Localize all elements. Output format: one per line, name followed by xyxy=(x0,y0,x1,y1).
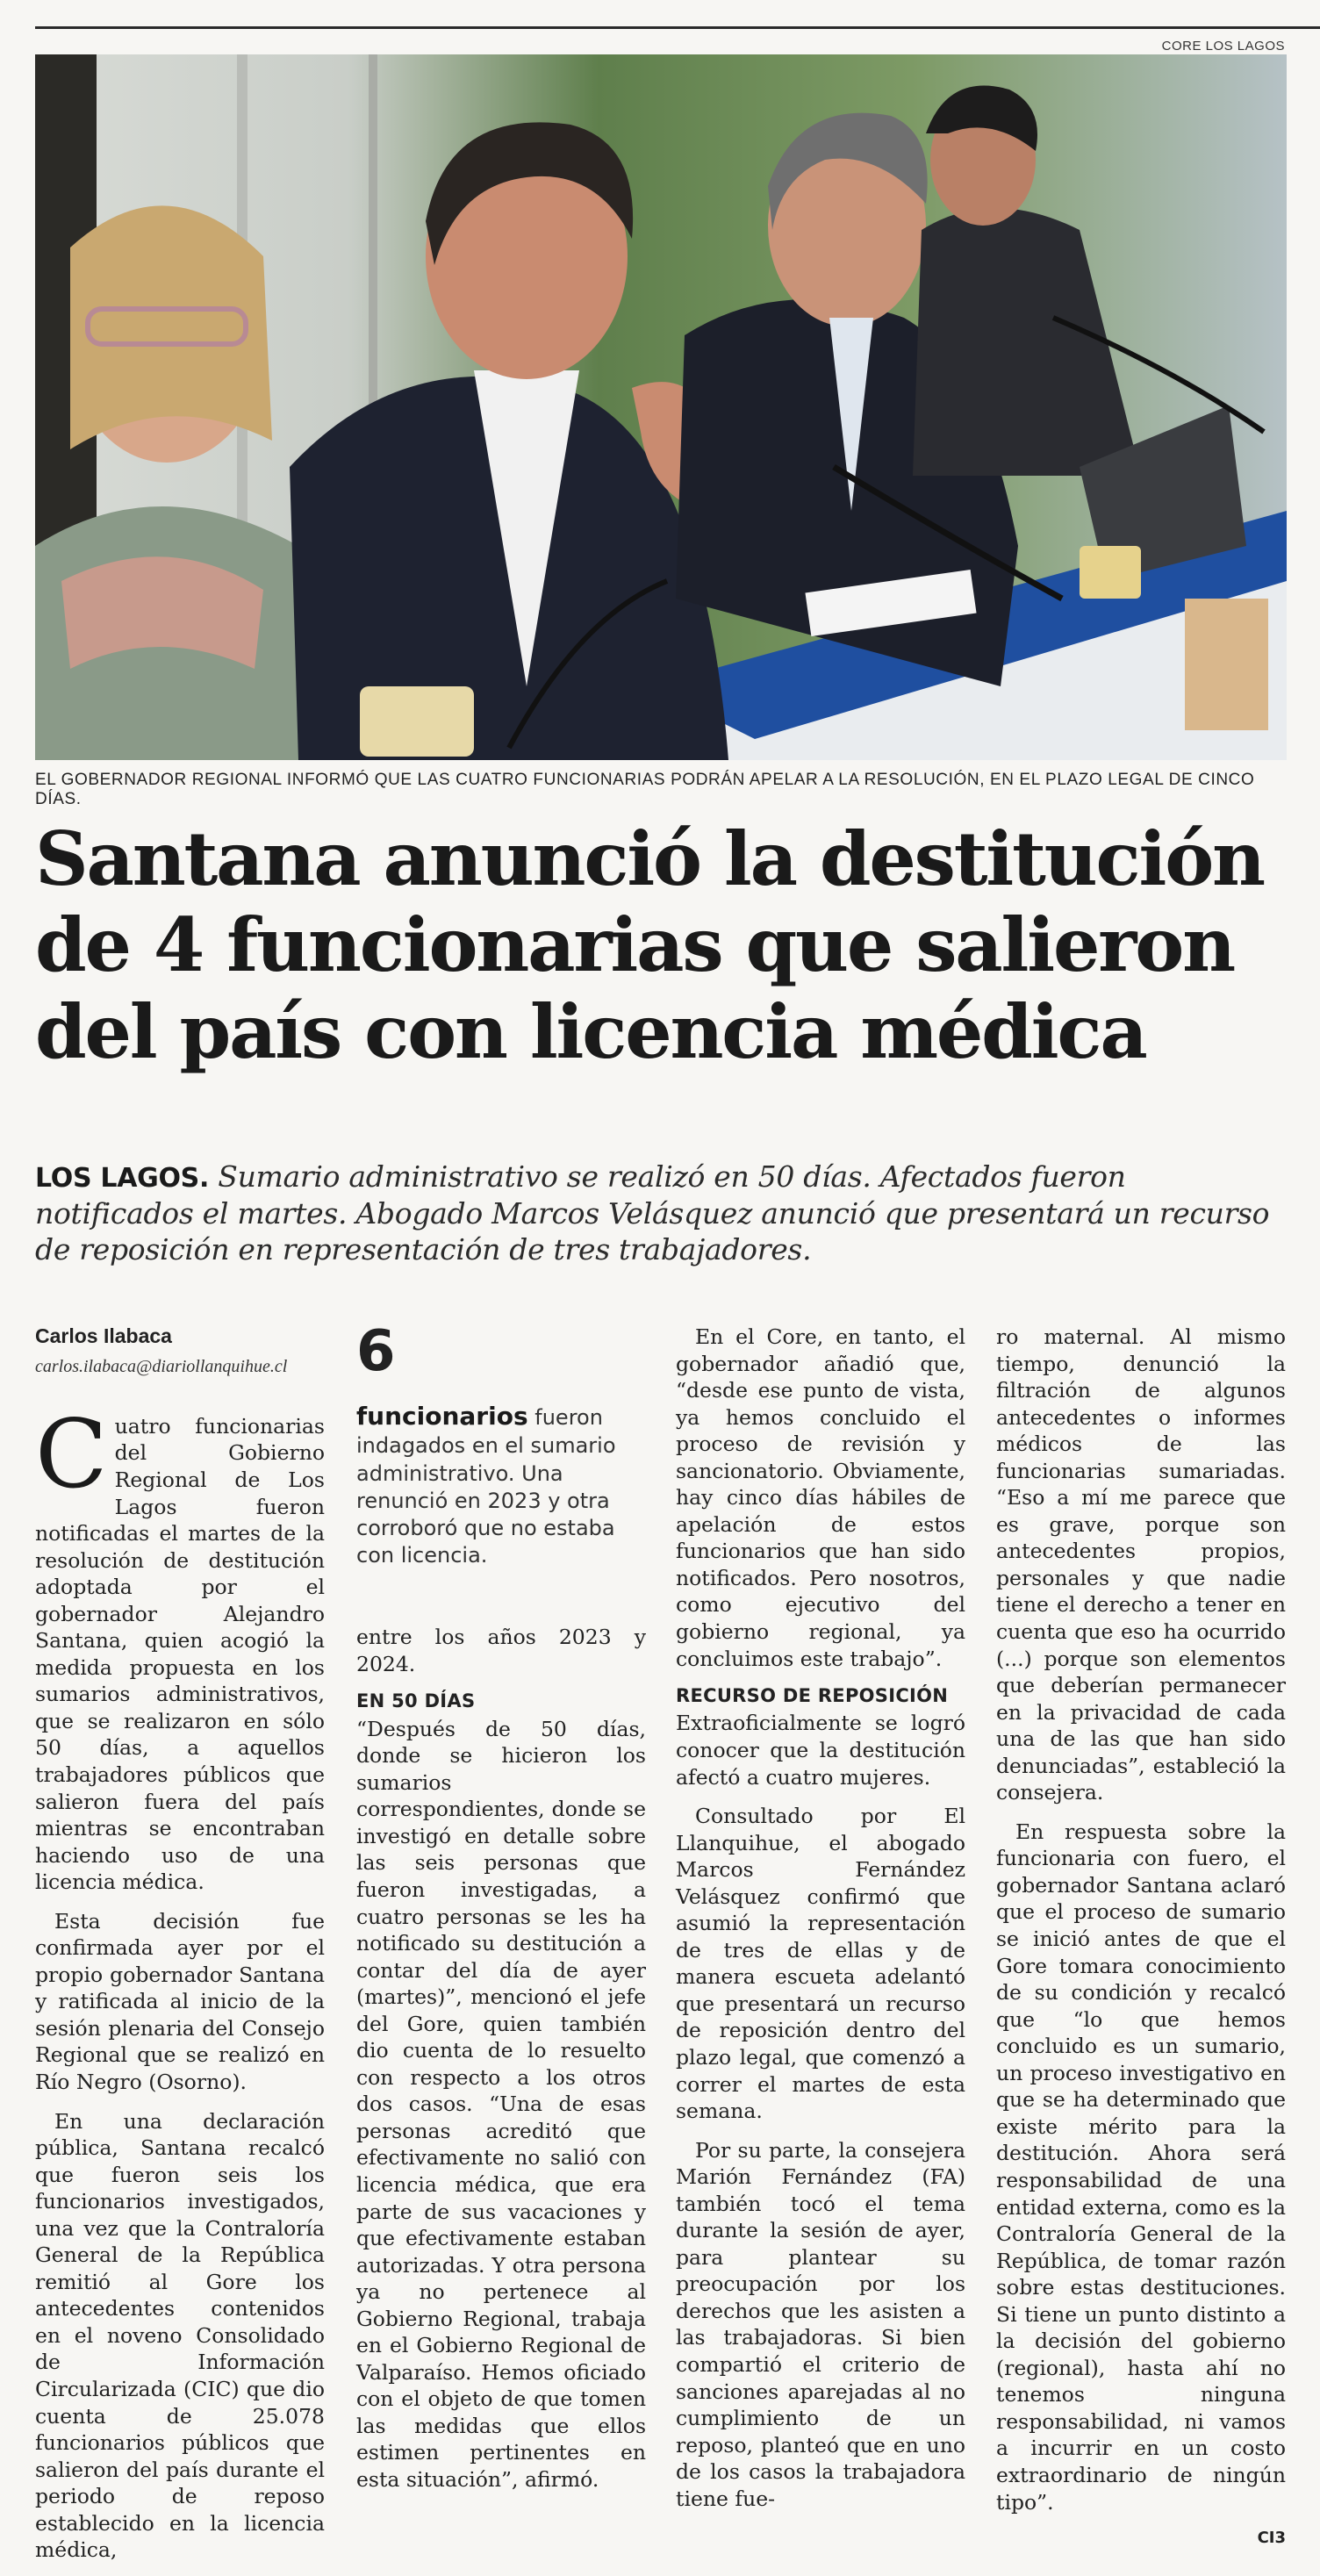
location-tag: LOS LAGOS. xyxy=(35,1163,210,1194)
stat-bold: funcionarios xyxy=(356,1402,528,1431)
news-photo xyxy=(35,54,1287,760)
headline-line-1: Santana anunció la destitución xyxy=(35,815,1264,902)
paragraph: ro maternal. Al mismo tiempo, denunció la filtración de algunos antecedentes o informes médicos de las funcionarias sumariadas. “Eso a mí me parece que es grave, porque son antecedentes propios, personales y que nadie tiene el derecho a tener en cuenta que eso ha ocurrido (...) porque son elementos que deberían permanecer en la privacidad de cada una de las que han sido denunciadas”, estableció la consejera. xyxy=(996,1324,1286,1805)
headline-line-3: del país con licencia médica xyxy=(35,987,1146,1075)
byline-email: carlos.ilabaca@diariollanquihue.cl xyxy=(35,1356,288,1376)
adjacent-page-edge xyxy=(0,0,16,2422)
photo-caption: EL GOBERNADOR REGIONAL INFORMÓ QUE LAS CUATRO FUNCIONARIAS PODRÁN APELAR A LA RESOLUCIÓN, EN EL PLAZO LEGAL DE CINCO DÍAS. xyxy=(35,771,1255,808)
paragraph: Consultado por El Llanquihue, el abogado Marcos Fernández Velásquez confirmó que asumió la representación de tres de ellas y de manera escueta adelantó que presentará un recurso de reposición dentro del plazo legal, que comenzó a correr el martes de esta semana. xyxy=(676,1804,965,2124)
stat-text: funcionarios fueron indagados en el sumario administrativo. Una renunció en 2023 y otra corroboró que no estaba con licencia. xyxy=(356,1402,616,1568)
paragraph: Extraoficialmente se logró conocer que la destitución afectó a cuatro mujeres. xyxy=(676,1711,965,1790)
drop-cap: C xyxy=(35,1399,108,1510)
subhead-en-50-dias: EN 50 DÍAS xyxy=(356,1690,476,1712)
paragraph: En el Core, en tanto, el gobernador añadió que, “desde ese punto de vista, ya hemos concluido el proceso de revisión y sancionatorio. Obviamente, hay cinco días hábiles de apelación de estos funcionarios que han sido notificados. Pero nosotros, como ejecutivo del gobierno regional, ya concluimos este trabajo”. xyxy=(676,1324,965,1671)
column-3 xyxy=(676,1324,965,2524)
byline-author: Carlos Ilabaca xyxy=(35,1324,172,1347)
headline-line-2: de 4 funcionarias que salieron xyxy=(35,901,1234,989)
column-4 xyxy=(996,1324,1286,2548)
deck-text: Sumario administrativo se realizó en 50 días. Afectados fueron notificados el martes. Abogado Marcos Velásquez anunció que presentará un recurso de reposición en representación de tres trabajadores. xyxy=(35,1159,1270,1266)
end-mark-icon: CI3 xyxy=(1257,2529,1286,2548)
column-2 xyxy=(356,1319,646,2506)
paragraph: En respuesta sobre la funcionaria con fuero, el gobernador Santana aclaró que el proceso de sumario se inició antes de que el Gore tomara conocimiento de su condición y recalcó que “lo que hemos concluido es un sumario, un proceso investigativo en que se ha determinado que existe mérito para la destitución. Ahora será responsabilidad de una entidad externa, como es la Contraloría General de la República, de tomar razón sobre estas destituciones. Si tiene un punto distinto a la decisión del gobierno (regional), hasta ahí no tenemos ninguna responsabilidad, ni vamos a incurrir en un costo extraordinario de ningún tipo”. xyxy=(996,1819,1286,2515)
deck-summary xyxy=(35,1159,1290,1267)
paragraph: entre los años 2023 y 2024. xyxy=(356,1625,646,1676)
paragraph: Esta decisión fue confirmada ayer por el propio gobernador Santana y ratificada al inicio de la sesión plenaria del Consejo Regional que se realizó en Río Negro (Osorno). xyxy=(35,1908,325,2095)
page-top-rule xyxy=(35,0,1320,29)
column-1 xyxy=(35,1324,325,2576)
paragraph: Por su parte, la consejera Marión Fernández (FA) también tocó el tema durante la sesión de ayer, para plantear su preocupación por los derechos que les asisten a las trabajadoras. Si bien compartió el criterio de sanciones aparejadas al no cumplimiento de un reposo, planteó que en uno de los casos la trabajadora tiene fue- xyxy=(676,2137,965,2511)
paragraph: En una declaración pública, Santana recalcó que fueron seis los funcionarios investigados, una vez que la Contraloría General de la República remitió al Gore los antecedentes contenidos en el noveno Consolidado de Información Circularizada (CIC) que dio cuenta de 25.078 funcionarios públicos que salieron del país durante el periodo de reposo establecido en la licencia médica, xyxy=(35,2108,325,2563)
headline xyxy=(35,816,1290,1075)
subhead-recurso-de-reposicion: RECURSO DE REPOSICIÓN xyxy=(676,1685,949,1707)
photo-credit: CORE LOS LAGOS xyxy=(1161,39,1285,54)
paragraph: Cuatro funcionarias del Gobierno Regional de Los Lagos fueron notificadas el martes de la resolución de destitución adoptada por el gobernador Alejandro Santana, quien acogió la medida propuesta en los sumarios administrativos, que se realizaron en sólo 50 días, a aquellos trabajadores públicos que salieron fuera del país mientras se encontraban haciendo uso de una licencia médica. xyxy=(35,1399,325,1895)
paragraph: “Después de 50 días, donde se hicieron los sumarios correspondientes, donde se investigó en detalle sobre las seis personas que fueron investigadas, a cuatro personas se les ha notificado su destitución a contar del día de ayer (martes)”, mencionó el jefe del Gore, quien también dio cuenta de lo resuelto con respecto a los otros dos casos. “Una de esas personas acreditó que efectivamente no salió con licencia médica, que era parte de sus vacaciones y que efectivamente estaban autorizadas. Y otra persona ya no pertenece al Gobierno Regional, trabaja en el Gobierno Regional de Valparaíso. Hemos oficiado con el objeto de que tomen las medidas que ellos estimen pertinentes en esta situación”, afirmó. xyxy=(356,1716,646,2493)
stat-number: 6 xyxy=(356,1319,396,1384)
